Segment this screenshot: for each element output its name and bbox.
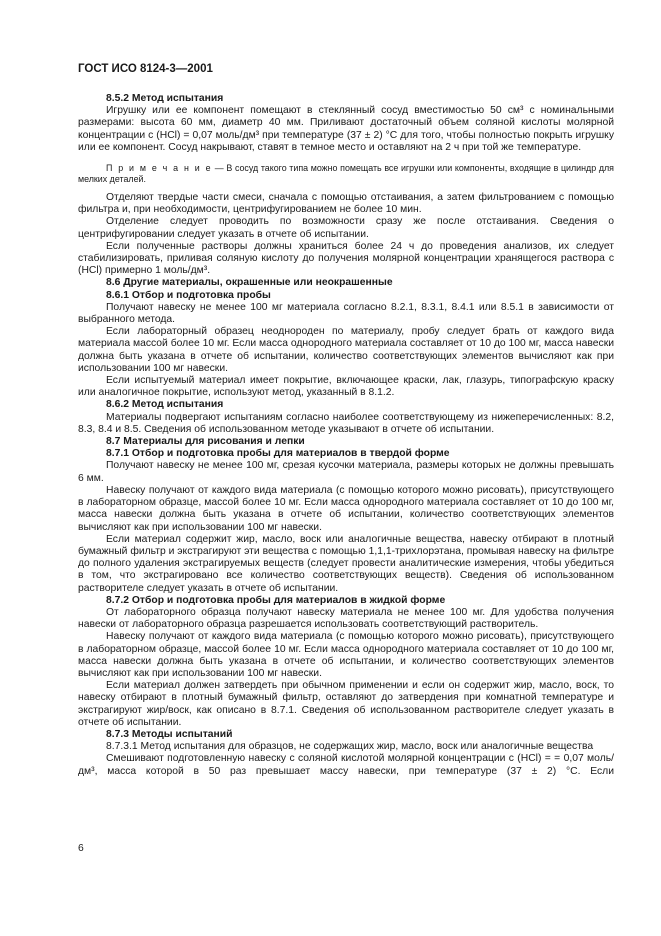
section-871-paragraph-3: Если материал содержит жир, масло, воск или аналогичные вещества, навеску отбирают в плотный бумажный фильтр и экстрагируют эти вещества с помощью 1,1,1-трихлорэтана, промывая навеску на фильтре до полного удаления экстрагируемых веществ (следует провести аналитические измерения, чтобы убедиться в том, что экстрагировано все количество соответствующих веществ). Сведения об использованном растворителе следует указать в отчете об испытании. <box>78 533 614 594</box>
section-852-paragraph-1: Игрушку или ее компонент помещают в стеклянный сосуд вместимостью 50 см³ с номинальными размерами: высота 60 мм, диаметр 40 мм. Приливают достаточный объем соляной кислоты молярной концентрации c (HCl) = 0,07 моль/дм³ при температуре (37 ± 2) °С для того, чтобы полностью покрыть игрушку или ее компонент. Сосуд накрывают, ставят в темное место и оставляют на 2 ч при той же температуре. <box>78 105 614 153</box>
section-852-paragraph-3: Отделение следует проводить по возможности сразу же после отстаивания. Сведения о центрифугировании следует указать в отчете об испытании. <box>78 216 614 240</box>
section-861-heading: 8.6.1 Отбор и подготовка пробы <box>106 289 271 301</box>
section-8731-paragraph-1: 8.7.3.1 Метод испытания для образцов, не содержащих жир, масло, воск или аналогичные вещества <box>106 741 594 753</box>
page-number: 6 <box>78 843 84 854</box>
section-87-heading: 8.7 Материалы для рисования и лепки <box>106 436 305 448</box>
section-861-paragraph-1: Получают навеску не менее 100 мг материала согласно 8.2.1, 8.3.1, 8.4.1 или 8.5.1 в зависимости от выбранного метода. <box>78 301 614 326</box>
section-872-paragraph-3: Если материал должен затвердеть при обычном применении и если он содержит жир, масло, воск, то навеску отбирают в плотный бумажный фильтр, оставляют до затвердения при комнатной температуре и экстрагируют жир/воск, как описано в 8.7.1. Сведения об использованном растворителе следует указать в отчете об испытании. <box>78 680 614 728</box>
section-872-paragraph-1: От лабораторного образца получают навеску материала не менее 100 мг. Для удобства получения навески от лабораторного образца разрешается использовать соответствующий растворитель. <box>78 606 614 631</box>
section-862-paragraph-1: Материалы подвергают испытаниям согласно наиболее соответствующему из нижеперечисленных: 8.2, 8.3, 8.4 и 8.5. Сведения об использованном методе указывают в отчете об испытании. <box>78 411 614 435</box>
section-852-paragraph-2: Отделяют твердые части смеси, сначала с помощью отстаивания, а затем фильтрованием с помощью фильтра и, при необходимости, центрифугированием не более 10 мин. <box>78 192 614 216</box>
document-header: ГОСТ ИСО 8124-3—2001 <box>78 63 213 75</box>
section-871-heading: 8.7.1 Отбор и подготовка пробы для материалов в твердой форме <box>106 448 450 460</box>
note-label: П р и м е ч а н и е <box>106 163 213 174</box>
section-871-paragraph-1: Получают навеску не менее 100 мг, срезая кусочки материала, размеры которых не должны превышать 6 мм. <box>78 460 614 484</box>
section-852-paragraph-4: Если полученные растворы должны храниться более 24 ч до проведения анализов, их следует стабилизировать, приливая соляную кислоту до получения молярной концентрации хранящегося раствора c (HCl) примерно 1 моль/дм³. <box>78 240 614 277</box>
section-862-heading: 8.6.2 Метод испытания <box>106 399 224 411</box>
section-873-heading: 8.7.3 Методы испытаний <box>106 728 233 740</box>
document-body <box>78 93 614 778</box>
section-861-paragraph-2: Если лабораторный образец неоднороден по материалу, пробу следует брать от каждого вида материала массой более 10 мг. Если масса однородного материала составляет от 10 до 100 мг, масса навески должна быть указана в отчете об испытании, количество соответствующих элементов вычисляют как при использовании 100 мг навески. <box>78 326 614 374</box>
section-86-heading: 8.6 Другие материалы, окрашенные или неокрашенные <box>106 277 393 289</box>
section-872-paragraph-2: Навеску получают от каждого вида материала (с помощью которого можно рисовать), присутствующего в лабораторном образце, массой более 10 мг. Если масса однородного материала составляет от 10 до 100 мг, масса навески должна быть указана в отчете об испытании, и количество соответствующих элементов вычисляют как при использовании 100 мг навески. <box>78 631 614 679</box>
section-861-paragraph-3: Если испытуемый материал имеет покрытие, включающее краски, лак, глазурь, типографскую краску или аналогичное покрытие, используют метод, указанный в 8.1.2. <box>78 375 614 399</box>
section-872-heading: 8.7.2 Отбор и подготовка пробы для материалов в жидкой форме <box>106 594 446 606</box>
section-852-heading: 8.5.2 Метод испытания <box>106 93 224 104</box>
section-8731-paragraph-2: Смешивают подготовленную навеску с соляной кислотой молярной концентрации c (HCl) = = 0,07 моль/дм³, масса которой в 50 раз превышает массу навески, при температуре (37 ± 2) °С. Если <box>78 753 614 777</box>
note <box>78 163 614 185</box>
note-text: — В сосуд такого типа можно помещать все игрушки или компоненты, входящие в цилиндр для мелких деталей. <box>78 163 614 185</box>
section-871-paragraph-2: Навеску получают от каждого вида материала (с помощью которого можно рисовать), присутствующего в лабораторном образце, массой более 10 мг. Если масса однородного материала составляет от 10 до 100 мг, масса навески должна быть указана в отчете об испытании, количество соответствующих элементов вычисляют как при использовании 100 мг навески. <box>78 484 614 533</box>
